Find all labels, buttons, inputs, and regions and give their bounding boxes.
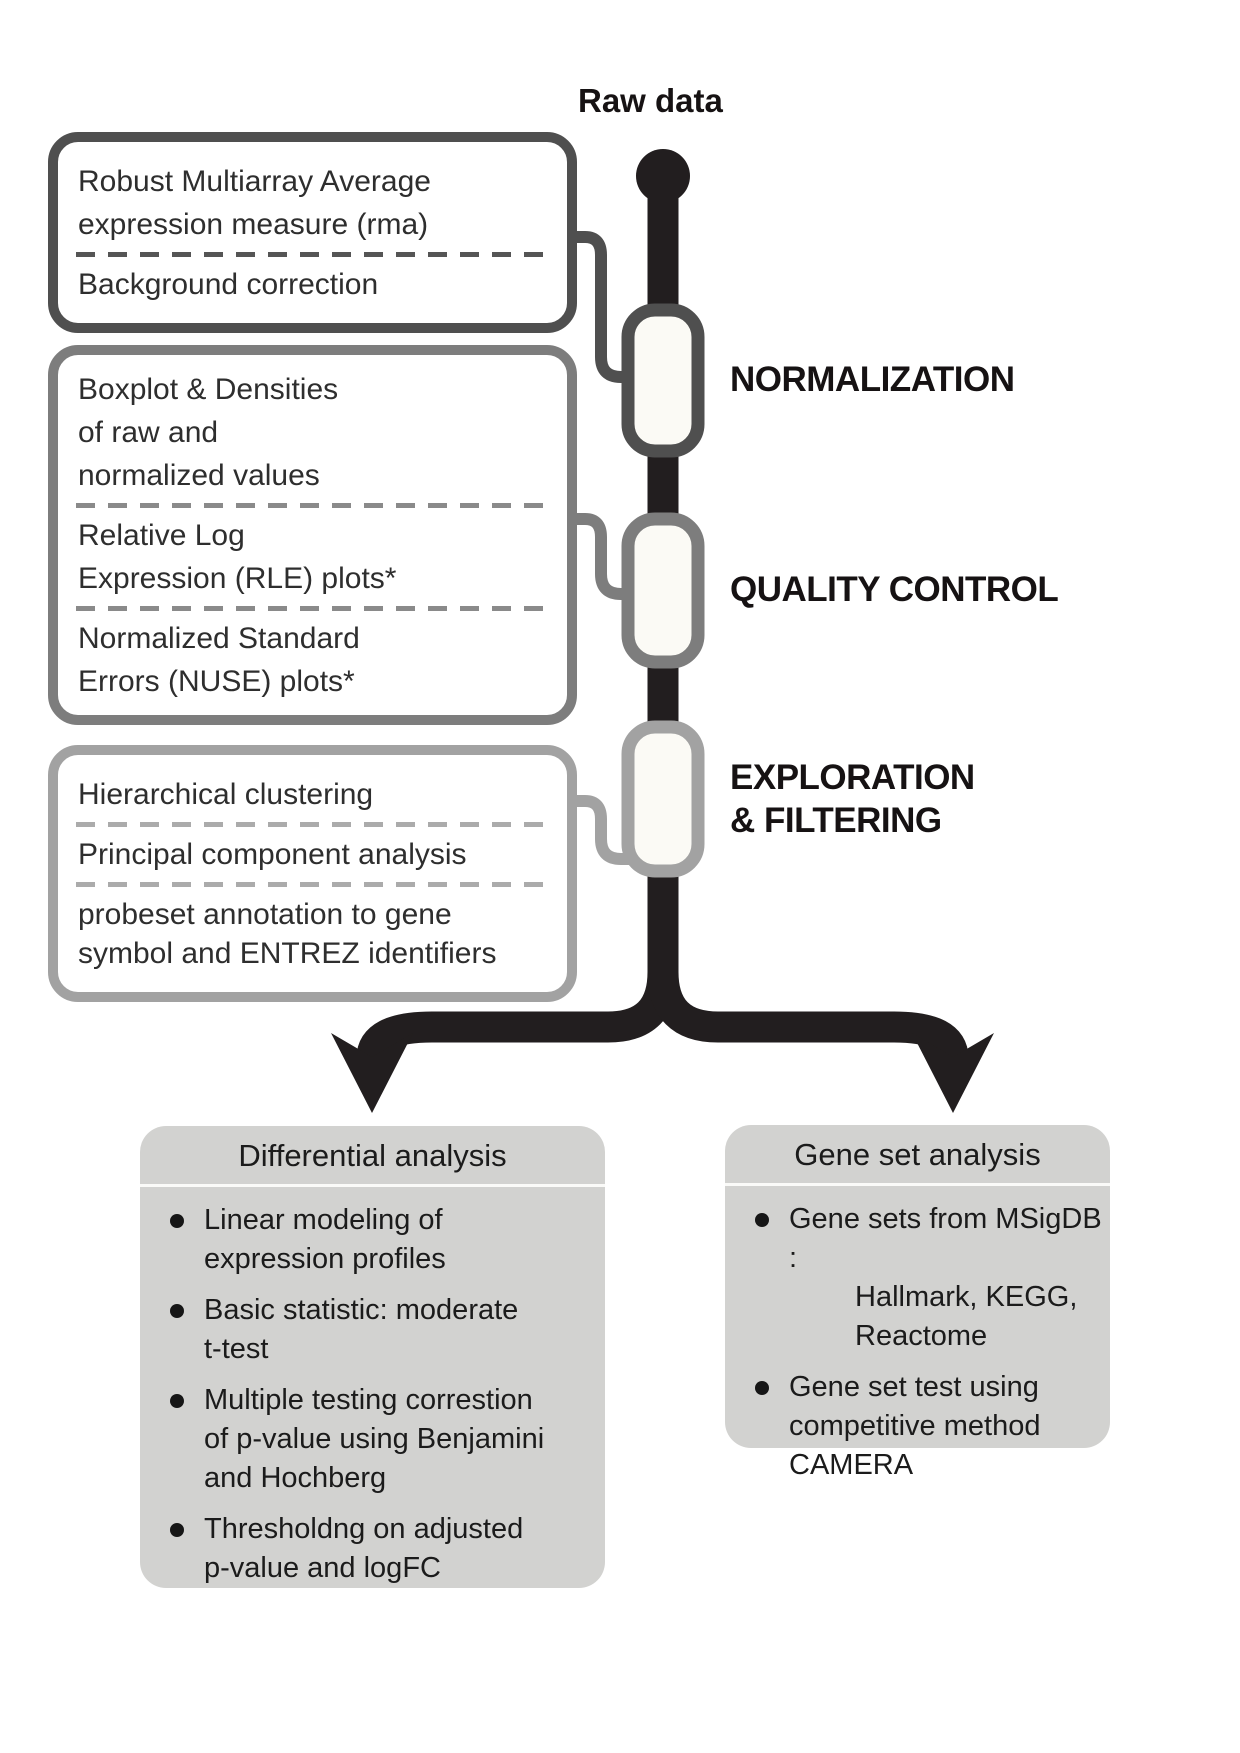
stage-node-exploration xyxy=(628,727,698,871)
process-item-line: Robust Multiarray Average xyxy=(78,164,431,198)
process-item xyxy=(72,827,553,882)
process-item xyxy=(72,611,553,709)
gene-set-analysis-title: Gene set analysis xyxy=(725,1125,1110,1186)
raw-data-label: Raw data xyxy=(578,82,723,119)
process-box-quality-control xyxy=(48,345,577,725)
stage-node-normalization xyxy=(628,310,698,451)
bullet-item xyxy=(755,1200,1102,1356)
bullet-line: expression profiles xyxy=(204,1243,446,1275)
bullet-icon xyxy=(755,1213,769,1227)
stage-label-line: EXPLORATION xyxy=(730,758,975,797)
process-item-line: Normalized Standard xyxy=(78,621,360,655)
bullet-icon xyxy=(170,1304,184,1318)
process-item-line: symbol and ENTREZ identifiers xyxy=(78,936,497,970)
bullet-line: Basic statistic: moderate xyxy=(204,1294,519,1326)
process-item-line: Errors (NUSE) plots* xyxy=(78,664,355,698)
process-item-line: probeset annotation to gene xyxy=(78,897,452,931)
gene-set-analysis-card xyxy=(725,1125,1110,1481)
process-item xyxy=(72,154,553,252)
bullet-line: Hallmark, KEGG, xyxy=(855,1281,1078,1313)
bullet-line: Multiple testing correstion xyxy=(204,1384,533,1416)
process-item-line: Relative Log xyxy=(78,518,245,552)
bullet-line: Thresholdng on adjusted xyxy=(204,1513,524,1545)
process-item xyxy=(72,257,553,312)
process-item-line: of raw and xyxy=(78,415,219,449)
bullet-icon xyxy=(170,1523,184,1537)
bullet-icon xyxy=(170,1394,184,1408)
process-item xyxy=(72,362,553,503)
stage-node-quality-control xyxy=(628,519,698,662)
bullet-item xyxy=(170,1291,597,1369)
bullet-line: Gene sets from MSigDB : xyxy=(789,1203,1102,1274)
bullet-line: p-value and logFC xyxy=(204,1552,441,1584)
process-box-normalization xyxy=(48,132,577,333)
bullet-line: and Hochberg xyxy=(204,1462,387,1494)
differential-analysis-card xyxy=(140,1126,605,1588)
process-box-exploration xyxy=(48,745,577,1002)
bullet-line: Gene set test using xyxy=(789,1371,1039,1403)
bullet-line: CAMERA xyxy=(789,1449,914,1481)
stage-label-line: QUALITY CONTROL xyxy=(730,570,1059,609)
bullet-icon xyxy=(755,1381,769,1395)
bullet-item xyxy=(170,1381,597,1498)
process-item-line: normalized values xyxy=(78,458,320,492)
bullet-line: Reactome xyxy=(855,1320,988,1352)
branch-right-path xyxy=(663,935,953,1062)
gene-set-analysis-body xyxy=(725,1186,1110,1485)
bullet-item xyxy=(170,1510,597,1588)
bullet-line: t-test xyxy=(204,1333,269,1365)
process-item-line: expression measure (rma) xyxy=(78,207,429,241)
process-item-line: Boxplot & Densities xyxy=(78,372,339,406)
bullet-item xyxy=(755,1368,1102,1485)
bullet-line: competitive method xyxy=(789,1410,1041,1442)
stage-label-quality-control xyxy=(730,568,1058,611)
bullet-icon xyxy=(170,1214,184,1228)
bullet-line: Linear modeling of xyxy=(204,1204,443,1236)
bullet-item xyxy=(170,1201,597,1279)
differential-analysis-title: Differential analysis xyxy=(140,1126,605,1187)
process-item-line: Background correction xyxy=(78,267,379,301)
process-item xyxy=(72,508,553,606)
stage-label-line: NORMALIZATION xyxy=(730,360,1015,399)
bullet-line: of p-value using Benjamini xyxy=(204,1423,545,1455)
stage-label-exploration-filtering xyxy=(730,756,975,842)
stage-label-line: & FILTERING xyxy=(730,801,942,840)
process-item-line: Expression (RLE) plots* xyxy=(78,561,397,595)
stage-label-normalization xyxy=(730,358,1014,401)
process-item-line: Hierarchical clustering xyxy=(78,777,374,811)
process-item xyxy=(72,767,553,822)
process-item xyxy=(72,887,553,981)
process-item-line: Principal component analysis xyxy=(78,837,467,871)
differential-analysis-body xyxy=(140,1187,605,1588)
